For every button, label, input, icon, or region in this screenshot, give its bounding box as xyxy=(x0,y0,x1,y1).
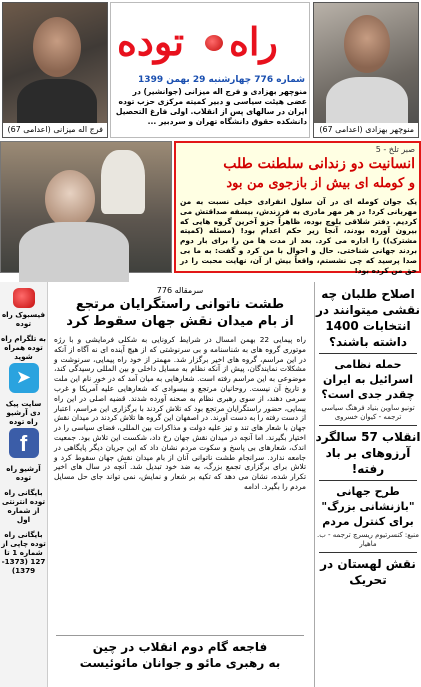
sidebar-item-label: بایگانی راه توده چاپی از شماره 1 تا 127 (1373-1379) xyxy=(1,530,46,575)
divider xyxy=(319,552,417,553)
photo-left-caption: فرج اله میزانی (اعدامی 67) xyxy=(3,123,107,137)
headline-4-credit: منبع: کنسرتیوم ریسرچ ترجمه - ب. ماهیار xyxy=(317,531,419,548)
photo-left-portrait xyxy=(2,2,108,138)
main-column xyxy=(50,282,310,687)
photo-right-caption: منوچهر بهزادی (اعدامی 67) xyxy=(314,123,418,137)
sidebar-item-label: بایگانی راه توده انترنتی از شماره اول xyxy=(1,488,46,524)
editorial-title-2[interactable]: از بام میدان نقش جهان سقوط کرد xyxy=(66,314,294,329)
story-photo xyxy=(0,141,172,273)
logo-word-left: راه xyxy=(229,19,278,64)
sidebar-item-label: آرشیو راه توده xyxy=(6,464,41,482)
sidebar-item-online-archive[interactable] xyxy=(0,488,47,524)
sidebar-item-telegram[interactable] xyxy=(0,334,47,393)
top-story-title-2[interactable]: و کومله ای بیش از بازجوی من بود xyxy=(226,176,415,191)
photo-right-portrait xyxy=(313,2,419,138)
logo-box xyxy=(110,2,310,138)
second-article-title-2[interactable]: به رهبری مائو و جوانان مائوئیست xyxy=(79,656,281,670)
rose-icon xyxy=(205,35,223,51)
sidebar xyxy=(0,282,48,687)
headline-1-title[interactable]: اصلاح طلبان چه نقشی میتوانند در انتخابات 1400 داشته باشند؟ xyxy=(315,287,421,349)
headline-5-title[interactable]: نقش لهستان در تحریک xyxy=(320,557,416,587)
headline-4-title[interactable]: طرح جهانی "بازنشانی بزرگ" برای کنترل مردم xyxy=(321,485,415,528)
right-column xyxy=(314,282,421,687)
headline-5[interactable] xyxy=(315,556,421,588)
masthead-intro: منوچهر بهزادی و فرج اله میزانی (جوانشیر) در عضی هیئت سیاسی و دبیر کمیته مرکزی حزب توده ایران در سالهای پس از انقلاب. اولی فارغ التحصیل دانشکده حقوق دانشگاه تهران و سردبیر ... xyxy=(115,87,307,126)
second-article-title-1[interactable]: فاجعه گام دوم انقلاب در چین xyxy=(92,640,268,654)
sidebar-item-facebook-rose[interactable] xyxy=(0,282,47,328)
issue-line: شماره 776 چهارشنبه 29 بهمن 1399 xyxy=(138,75,305,85)
headline-2[interactable] xyxy=(315,357,421,422)
divider xyxy=(319,425,417,426)
logo-word-right: توده xyxy=(117,19,185,64)
headline-3-title[interactable]: انقلاب 57 سالگرد آرزوهای بر باد رفته! xyxy=(315,430,421,476)
headline-2-credit: تونیو ساوین بنیاد فرهنگ سیاسی ترجمه - کیوان خسروی xyxy=(321,404,415,421)
top-story-body: یک جوان کومله ای در آن سلول انفرادی خیلی نسبت به من مهربانی کرد! در هر مهر مادری به فرزندش، بیسفه صداقتش می کردیم. دفتر شلاقی بلوچ بوده، ظاهراً جزو آخرین گروه هایی که بیرون آورده بودند، آنجا زیر حکم اعدام بود! (مسئله (کمیته مشترک)) را اداره می کرد. بعد از مدت ها من را برای بار دوم بردند جهانی شناختی. حال و احوال با من کرد و گفت: به ما بی صدا پرسید که چی نشستم، واقعاً بیش از آن، نهایت محبت را در حق من کرده بود! xyxy=(180,197,417,275)
divider xyxy=(319,353,417,354)
sidebar-item-label: سایت پیک دی آرشیو راه توده xyxy=(5,399,42,426)
top-story-title-1[interactable]: انسانیت دو زندانی سلطنت طلب xyxy=(223,156,415,172)
divider xyxy=(319,480,417,481)
masthead xyxy=(0,0,421,140)
rose-icon xyxy=(13,288,35,308)
sidebar-item-print-archive[interactable] xyxy=(0,530,47,575)
headline-2-title[interactable]: حمله نظامی اسرائیل به ایران چقدر جدی است؟ xyxy=(321,358,415,401)
headline-1[interactable] xyxy=(315,286,421,350)
top-story-kicker: صبر تلخ - 5 xyxy=(375,145,415,154)
sidebar-item-facebook[interactable] xyxy=(0,399,47,458)
sidebar-item-archive[interactable] xyxy=(0,464,47,482)
sidebar-item-label: به تلگرام راه توده همراه شوید xyxy=(1,334,46,361)
divider xyxy=(56,635,304,636)
facebook-icon: f xyxy=(9,428,39,458)
sidebar-item-label: فیسبوک راه توده xyxy=(1,310,46,328)
editorial-body: راه پیمایی 22 بهمن امسال در شرایط کرونایی به شکلی فرمایشی و با رژه موتوری گروه های به شناسنامه و بی سرنوشتی که از هیچ آینده ای نه آگاه از آنکه در این مراسم، گروه های اخیر برگزار شد. مهمتر از خود راه پیمایی، سرنوشت و مشکلات نمایندگان، پیش از آنکه نظام به مسایل داخلی و بین المللی رسیدگی کند، موضوعی به این مراسم رفته است. شعارهایی به میان آمد که در خور نام این ملت و تاریخ آن نیست. روحانیان مرتجع و بیسوادی که شعارهایی علیه آمریکا و غرب سرمی دهند، از سوی رهبری نظام به صحنه آورده شدند. قضیه اصلی در این راه پیمایی، حضور راستگرایان مرتجع بود که تلاش کردند با برگزاری این مراسم، اعتبار از دست رفته را به دست آورند. در اصفهان این گروه ها تلاش کردند در میدان نقش جهان با شعار های تند و تیز علیه دولت و مذاکرات بین المللی، فضای سیاسی را در اختیار بگیرند. اما آنچه در میدان نقش جهان رخ داد، شکست این تلاش بود. جمعیت اندک، شعارهای بی پاسخ و سکوت مردم نشان داد که این جریان دیگر پایگاهی در جامعه ندارد. سرانجام طشت ناتوانی آنان از بام میدان نقش جهان سقوط کرد و تلاش برای برگزاری تجمع بزرگ، به ضد خود تبدیل شد. آنچه در سال های اخیر تکرار شده، نشان می دهد که تکیه بر شعار و نمایش، نمی تواند جای حل مسایل مردم را بگیرد. ادامه xyxy=(54,335,306,491)
headline-3[interactable] xyxy=(315,429,421,477)
editorial-title-1[interactable]: طشت ناتوانی راستگرایان مرتجع xyxy=(75,297,285,312)
telegram-icon: ➤ xyxy=(9,363,39,393)
headline-4[interactable] xyxy=(315,484,421,549)
editorial-kicker: سرمقاله 776 xyxy=(156,286,204,295)
top-story-box[interactable] xyxy=(174,141,421,273)
